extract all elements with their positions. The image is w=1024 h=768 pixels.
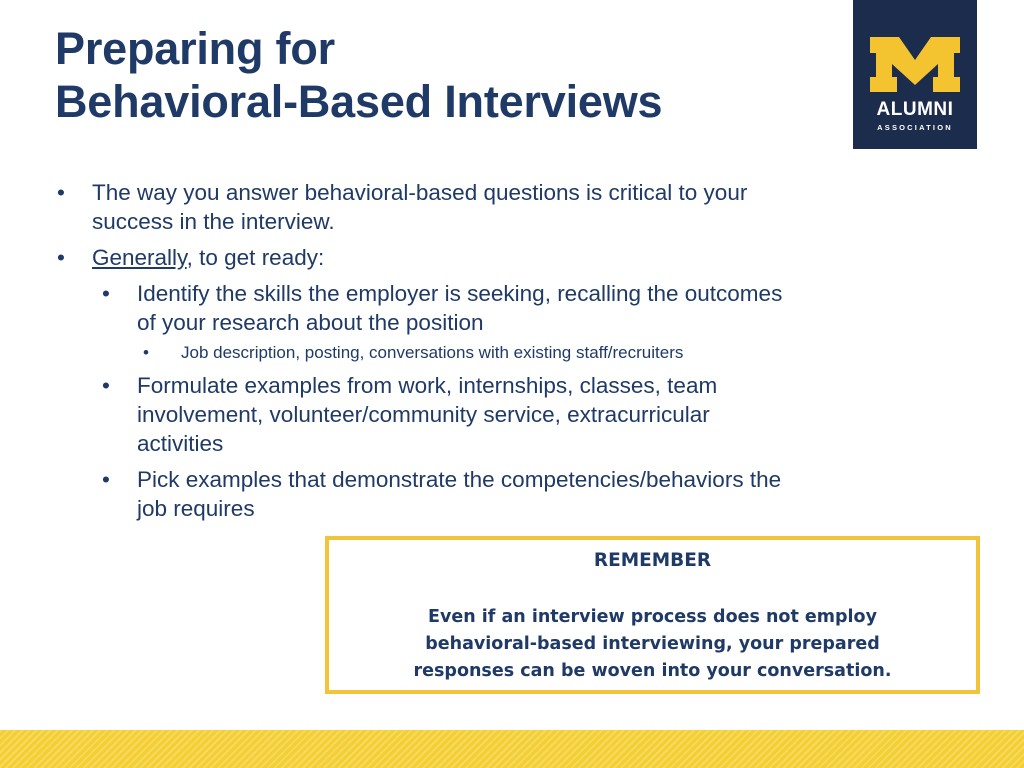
remember-callout-box xyxy=(325,536,980,694)
title-line-1: Preparing for xyxy=(55,23,335,74)
title-line-2: Behavioral-Based Interviews xyxy=(55,76,663,127)
sub-bullet-1-line-1: Identify the skills the employer is seeking, recalling the outcomes xyxy=(137,281,783,306)
remember-line-3: responses can be woven into your conversation. xyxy=(413,661,892,681)
remember-title: REMEMBER xyxy=(593,550,712,571)
generally-underlined: Generally xyxy=(92,245,187,270)
footer-yellow-band xyxy=(0,730,1024,768)
sub-bullet-3-line-2: job requires xyxy=(137,496,255,521)
sub-bullet-1-line-2: of your research about the position xyxy=(137,310,484,335)
bullet-glyph: • xyxy=(102,467,110,492)
bullet-glyph: • xyxy=(57,180,65,205)
sub-bullet-2-line-3: activities xyxy=(137,431,224,456)
bullet-1-line-1: The way you answer behavioral-based questions is critical to your xyxy=(92,180,748,205)
bullet-2-rest: , to get ready: xyxy=(186,245,325,270)
bullet-glyph: • xyxy=(143,343,149,362)
remember-body xyxy=(329,604,976,685)
logo-word-association: ASSOCIATION xyxy=(877,123,953,132)
sub-sub-bullet-text: Job description, posting, conversations with existing staff/recruiters xyxy=(181,343,684,362)
logo-word-alumni: ALUMNI xyxy=(876,99,954,120)
sub-bullet-2-line-2: involvement, volunteer/community service, extracurricular xyxy=(137,402,710,427)
bullet-glyph: • xyxy=(102,281,110,306)
bullet-1-line-2: success in the interview. xyxy=(92,209,335,234)
remember-line-1: Even if an interview process does not employ xyxy=(428,607,877,627)
sub-bullet-2-line-1: Formulate examples from work, internships, classes, team xyxy=(137,373,718,398)
remember-line-2: behavioral-based interviewing, your prepared xyxy=(425,634,880,654)
bullet-glyph: • xyxy=(102,373,110,398)
bullet-glyph: • xyxy=(57,245,65,270)
bullet-2-text xyxy=(92,243,324,272)
sub-bullet-3-line-1: Pick examples that demonstrate the competencies/behaviors the xyxy=(137,467,782,492)
